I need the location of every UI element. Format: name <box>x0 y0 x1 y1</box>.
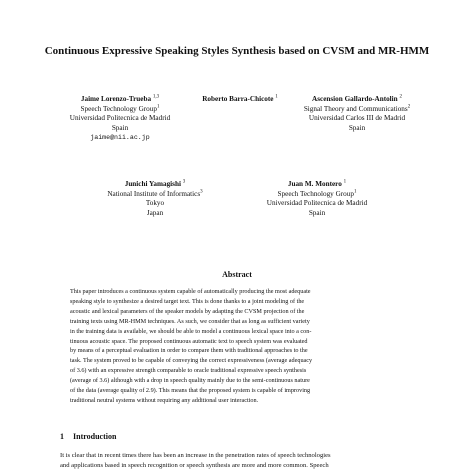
affiliation-mark: 1 <box>353 189 357 195</box>
author-country: Spain <box>308 208 326 217</box>
abstract-line: (average of 3.6) although with a drop in speech quality mainly due to the semi-continuous nature <box>70 377 310 385</box>
abstract-line: task. The system proved to be capable of conveying the correct expressiveness (average adequacy <box>70 357 313 365</box>
abstract-line: of the data (average quality of 2.9). This means that the proposed system is capable of improving <box>70 387 311 395</box>
section-heading <box>60 432 116 441</box>
abstract-line: of 3.6) with an expressive strength comparable to oracle traditional expressive speech synthesis <box>70 367 307 375</box>
abstract-heading: Abstract <box>222 270 252 279</box>
abstract-line: training texts using MR-HMM techniques. As such, we consider that as long as sufficient variety <box>70 317 310 325</box>
author-country: Japan <box>146 208 164 217</box>
abstract-line: speaking style to synthesize a desired target text. This is done thanks to a joint modeling of the <box>70 297 305 305</box>
abstract-line: traditional neutral systems without requiring any additional user interaction. <box>70 396 259 404</box>
abstract-body <box>70 287 406 406</box>
abstract-line: in the training data is available, we should be able to model a continuous lexical space into a con- <box>70 327 312 335</box>
author-affiliation-mark: 1 <box>275 94 278 100</box>
author-name: Roberto Barra-Chicote <box>202 95 274 103</box>
author-affiliation: Speech Technology Group <box>80 104 157 113</box>
abstract-line: tinuous acoustic space. The proposed continuous automatic text to speech system was evaluated <box>70 337 308 345</box>
author-affiliation: Universidad Politecnica de Madrid <box>266 199 368 208</box>
section-title: Introduction <box>73 432 117 441</box>
author-email: jaime@nii.ac.jp <box>90 134 150 142</box>
affiliation-mark: 2 <box>407 104 411 110</box>
author-affiliation-mark: 1,3 <box>152 94 160 100</box>
paper-title: Continuous Expressive Speaking Styles Synthesis based on CVSM and MR-HMM <box>44 45 430 57</box>
author-name: Juan M. Montero <box>287 180 342 188</box>
intro-body <box>60 451 420 471</box>
author-name: Jaime Lorenzo-Trueba <box>80 95 152 103</box>
author-affiliation-mark: 3 <box>182 179 186 185</box>
abstract-line: by means of a perceptual evaluation in order to compare them with traditional approaches to the <box>70 347 308 355</box>
author-name: Junichi Yamagishi <box>124 180 181 188</box>
author-affiliation: Universidad Politecnica de Madrid <box>69 114 171 123</box>
section-number: 1 <box>60 432 64 441</box>
author-affiliation-mark: 2 <box>399 94 402 100</box>
abstract-line: This paper introduces a continuous system capable of automatically producing the most adequate <box>70 288 311 295</box>
author-block <box>292 95 422 133</box>
author-city: Tokyo <box>145 199 165 208</box>
intro-line: It is clear that in recent times there has been an increase in the penetration rates of speech technologies <box>60 452 331 459</box>
affiliation-mark: 3 <box>200 189 203 195</box>
intro-line: and applications based in speech recognition or speech synthesis are more and more common. Speech <box>60 462 329 469</box>
author-affiliation: Universidad Carlos III de Madrid <box>308 114 406 123</box>
abstract-line: acoustic and lexical parameters of the speaker models by adapting the CVSM projection of the <box>70 307 305 315</box>
author-block <box>90 180 220 218</box>
author-block <box>252 180 382 218</box>
author-country: Spain <box>348 123 366 132</box>
author-name: Ascension Gallardo-Antolin <box>312 95 398 103</box>
author-affiliation: Speech Technology Group <box>277 189 354 198</box>
author-affiliation: Signal Theory and Communications <box>303 104 408 113</box>
author-country: Spain <box>111 123 129 132</box>
affiliation-mark: 1 <box>156 104 160 110</box>
author-affiliation: National Institute of Informatics <box>107 189 201 198</box>
author-block <box>180 95 300 105</box>
author-block <box>55 95 185 143</box>
author-affiliation-mark: 1 <box>343 179 347 185</box>
